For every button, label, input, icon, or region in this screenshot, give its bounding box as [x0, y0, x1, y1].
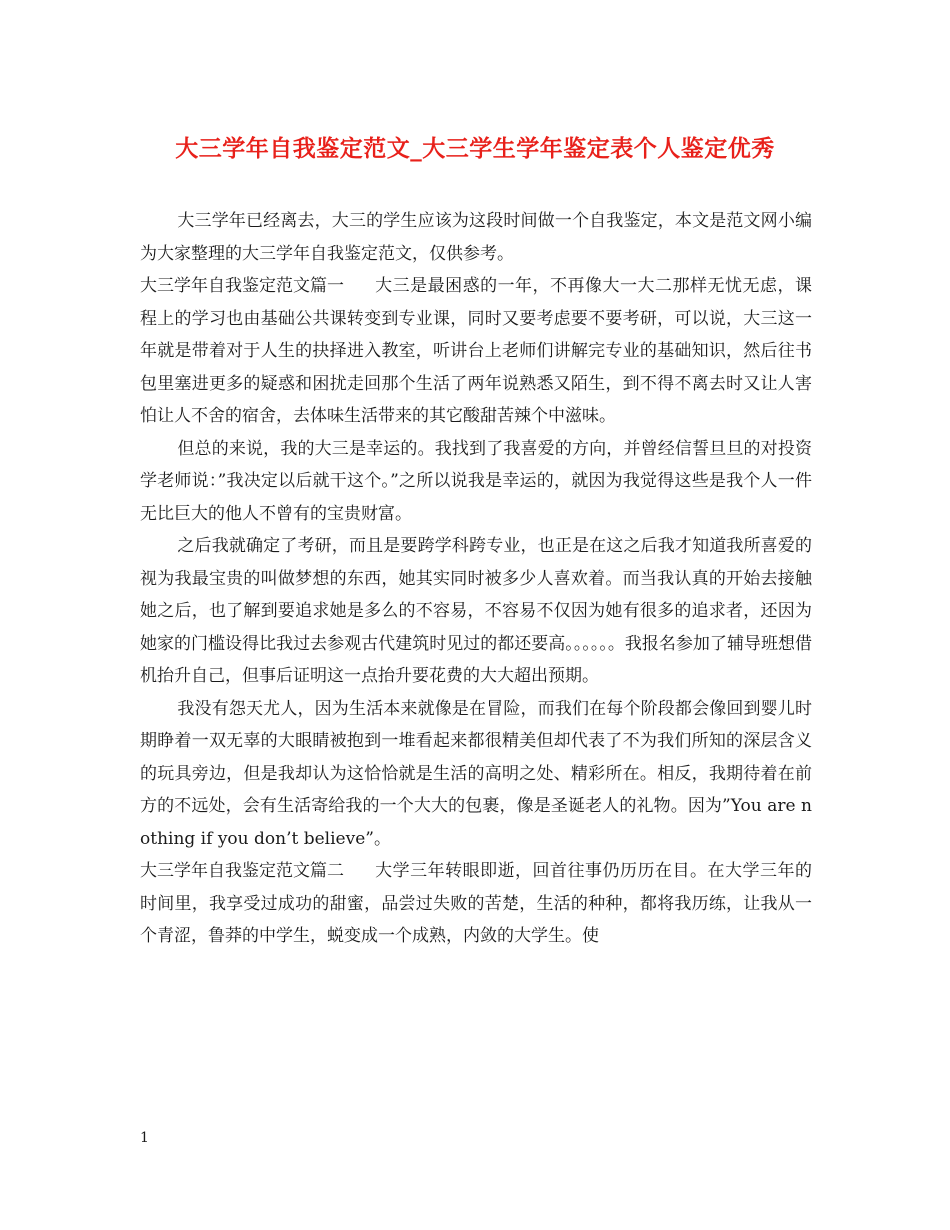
section1-paragraph — [140, 270, 812, 433]
intro-paragraph: 大三学年已经离去，大三的学生应该为这段时间做一个自我鉴定，本文是范文网小编为大家整理的大三学年自我鉴定范文，仅供参考。 — [140, 211, 812, 264]
document-title: 大三学年自我鉴定范文_大三学生学年鉴定表个人鉴定优秀 — [175, 136, 775, 162]
section1-paragraph-4: 我没有怨天尤人，因为生活本来就像是在冒险，而我们在每个阶段都会像回到婴儿时期睁着一双无辜的大眼睛被抱到一堆看起来都很精美但却代表了不为我们所知的深层含义的玩具旁边，但是我却认为这恰恰就是生活的高明之处、精彩所在。相反，我期待着在前方的不远处，会有生活寄给我的一个大大的包裹，像是圣诞老人的礼物。因为”You are nothing if you don’t believe”。 — [140, 698, 812, 849]
section1-paragraph-3: 之后我就确定了考研，而且是要跨学科跨专业，也正是在这之后我才知道我所喜爱的视为我最宝贵的叫做梦想的东西，她其实同时被多少人喜欢着。而当我认真的开始去接触她之后，也了解到要追求她是多么的不容易，不容易不仅因为她有很多的追求者，还因为她家的门槛设得比我过去参观古代建筑时见过的都还要高。。。。。。我报名参加了辅导班想借机抬升自己，但事后证明这一点抬升要花费的大大超出预期。 — [140, 536, 812, 686]
section2-lead-text: 大学三年转眼即逝，回首往事仍历历在目。在大学三年的时间里，我享受过成功的甜蜜，品尝过失败的苦楚，生活的种种，都将我历练，让我从一个青涩，鲁莽的中学生，蜕变成一个成熟，内敛的大学生。使 — [140, 861, 812, 946]
page-number: 1 — [140, 1130, 149, 1146]
section1-lead-text: 大三是最困惑的一年，不再像大一大二那样无忧无虑，课程上的学习也由基础公共课转变到专业课，同时又要考虑要不要考研，可以说，大三这一年就是带着对于人生的抉择进入教室，听讲台上老师们讲解完专业的基础知识，然后往书包里塞进更多的疑惑和困扰走回那个生活了两年说熟悉又陌生，到不得不离去时又让人害怕让人不舍的宿舍，去体味生活带来的其它酸甜苦辣个中滋味。 — [140, 276, 812, 426]
section2-paragraph — [140, 855, 812, 953]
section1-heading: 大三学年自我鉴定范文篇一 — [140, 276, 344, 296]
document-body — [140, 205, 812, 953]
section1-paragraph-2: 但总的来说，我的大三是幸运的。我找到了我喜爱的方向，并曾经信誓旦旦的对投资学老师说：”我决定以后就干这个。”之所以说我是幸运的，就因为我觉得这些是我个人一件无比巨大的他人不曾有的宝贵财富。 — [140, 438, 812, 524]
section2-heading: 大三学年自我鉴定范文篇二 — [140, 861, 344, 881]
